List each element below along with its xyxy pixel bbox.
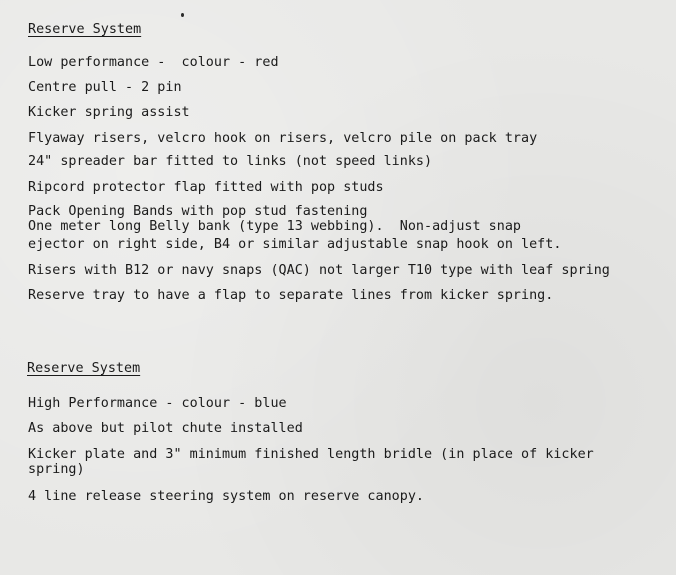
section2-line-2: As above but pilot chute installed	[28, 421, 303, 436]
section1-line-5: 24" spreader bar fitted to links (not speed links)	[28, 154, 433, 169]
section2-line-1: High Performance - colour - blue	[28, 396, 287, 411]
section1-line-7: Pack Opening Bands with pop stud fastening	[28, 204, 368, 219]
section1-line-8: One meter long Belly bank (type 13 webbing). Non-adjust snap	[28, 219, 521, 234]
section1-line-11: Reserve tray to have a flap to separate lines from kicker spring.	[28, 288, 554, 303]
section1-line-10: Risers with B12 or navy snaps (QAC) not larger T10 type with leaf spring	[28, 263, 610, 278]
section1-line-6: Ripcord protector flap fitted with pop studs	[28, 180, 384, 195]
section1-line-3: Kicker spring assist	[28, 105, 190, 120]
section1-line-2: Centre pull - 2 pin	[28, 80, 182, 95]
section2-line-4: spring)	[28, 462, 85, 477]
section1-line-4: Flyaway risers, velcro hook on risers, velcro pile on pack tray	[28, 131, 538, 146]
section2-heading: Reserve System	[27, 361, 141, 376]
scan-speck	[181, 13, 184, 17]
section1-line-9: ejector on right side, B4 or similar adjustable snap hook on left.	[28, 237, 562, 252]
section1-heading: Reserve System	[28, 22, 142, 37]
section1-line-1: Low performance - colour - red	[28, 55, 279, 70]
section2-line-5: 4 line release steering system on reserve canopy.	[28, 489, 425, 504]
section2-line-3: Kicker plate and 3" minimum finished length bridle (in place of kicker	[28, 447, 594, 462]
